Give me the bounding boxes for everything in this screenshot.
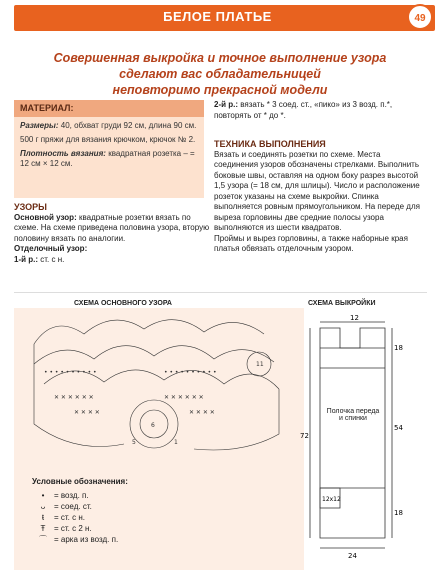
svg-text:• • • • • • • • • •: • • • • • • • • • •	[164, 369, 217, 376]
material-box	[14, 100, 204, 198]
material-heading: МАТЕРИАЛ:	[14, 100, 204, 117]
row-2-label: 2-й р.:	[214, 100, 239, 109]
trim-pattern	[14, 244, 210, 255]
patterns-column	[14, 200, 210, 265]
dim-right-top: 18	[394, 344, 403, 352]
page-title: БЕЛОЕ ПЛАТЬЕ	[163, 9, 272, 24]
scheme-number-6: 6	[151, 422, 155, 429]
lead-line-2: сделают вас обладательницей	[119, 67, 321, 81]
technique-p1: Вязать и соединять розетки по схеме. Места соединения узоров обозначены стрелками. Выполнить боковые швы, оставляя на одном боку разрез высотой 1,5 узора (= 18 см, для шлицы). Число и расположение розеток указаны на схеме выкройки. Спинка выполняется ровным прямоугольником. На переде для выреза горловины две средние полосы узора выполняются из шести квадратов.	[214, 149, 420, 232]
row-1	[14, 255, 210, 266]
legend-text: = ст. с 2 н.	[54, 524, 92, 533]
diagram-title: СХЕМА ВЫКРОЙКИ	[308, 300, 376, 307]
scheme-number-5: 5	[132, 439, 136, 446]
material-sizes	[14, 117, 204, 131]
slip-stitch-icon: ᴗ	[40, 502, 46, 511]
main-pattern	[14, 213, 210, 245]
legend-item	[32, 534, 182, 545]
row-1-text: ст. с н.	[40, 254, 65, 264]
technique-heading: ТЕХНИКА ВЫПОЛНЕНИЯ	[214, 139, 326, 149]
lead-text	[40, 50, 400, 98]
center-label: Полочка переда и спинки	[326, 408, 380, 422]
svg-text:✕ ✕ ✕ ✕: ✕ ✕ ✕ ✕	[189, 409, 215, 416]
svg-text:✕ ✕ ✕ ✕: ✕ ✕ ✕ ✕	[74, 409, 100, 416]
density-text: квадратная розетка – = 12 см × 12 см.	[20, 149, 195, 168]
svg-text:• • • • • • • • • •: • • • • • • • • • •	[44, 369, 97, 376]
dim-bottom: 24	[348, 552, 357, 560]
material-density	[14, 145, 204, 169]
chain-arch-icon: ⌒	[39, 535, 47, 544]
scheme-number-1: 1	[174, 439, 178, 446]
dim-square: 12x12	[322, 496, 341, 503]
page-header	[0, 0, 435, 38]
chain-stitch-icon: •	[41, 491, 45, 500]
svg-text:✕ ✕ ✕ ✕ ✕ ✕: ✕ ✕ ✕ ✕ ✕ ✕	[54, 394, 94, 401]
row-1-label: 1-й р.:	[14, 254, 39, 264]
sizes-label: Размеры:	[20, 121, 59, 130]
treble-crochet-icon: Ŧ	[40, 524, 46, 533]
row-2-text: вязать * 3 соед. ст., «пико» из 3 возд. п.*, повторять от * до *.	[214, 100, 393, 120]
scheme-title: СХЕМА ОСНОВНОГО УЗОРА	[74, 300, 172, 307]
scheme-number-11: 11	[256, 361, 264, 368]
page-number: 49	[407, 4, 433, 30]
dim-left: 72	[300, 432, 309, 440]
patterns-heading: УЗОРЫ	[14, 202, 47, 212]
legend-item	[32, 501, 182, 512]
main-pattern-text: квадратные розетки вязать по схеме. На схеме приведена половина узора, вторую половину вязать по аналогии.	[14, 212, 210, 243]
legend-text: = соед. ст.	[54, 502, 92, 511]
legend-text: = арка из возд. п.	[54, 535, 119, 544]
technique-p2: Проймы и вырез горловины, а также наборные края платья обвязать отделочным узором.	[214, 233, 408, 253]
lead-line-3: неповторимо прекрасной модели	[112, 83, 328, 97]
legend	[32, 476, 182, 545]
double-crochet-icon: ŧ	[41, 513, 45, 522]
lead-line-1: Совершенная выкройка и точное выполнение узора	[53, 51, 387, 65]
legend-text: = возд. п.	[54, 491, 89, 500]
legend-item	[32, 512, 182, 523]
pattern-scheme	[14, 298, 304, 568]
dim-right-bottom: 18	[394, 509, 403, 517]
svg-text:✕ ✕ ✕ ✕ ✕ ✕: ✕ ✕ ✕ ✕ ✕ ✕	[164, 394, 204, 401]
dim-top: 12	[350, 314, 359, 322]
legend-text: = ст. с н.	[54, 513, 85, 522]
sizes-text: 40, обхват груди 92 см, длина 90 см.	[60, 121, 197, 130]
legend-item	[32, 523, 182, 534]
row-2	[214, 100, 422, 121]
technique-column	[214, 100, 422, 255]
legend-item	[32, 490, 182, 501]
trim-pattern-label: Отделочный узор:	[14, 244, 88, 253]
dim-right-mid: 54	[394, 424, 403, 432]
main-pattern-label: Основной узор:	[14, 212, 77, 222]
pattern-diagram	[300, 298, 420, 568]
legend-heading: Условные обозначения:	[32, 477, 128, 486]
garment-outline	[300, 308, 420, 568]
section-divider	[14, 292, 427, 293]
crochet-chart	[14, 304, 304, 474]
density-label: Плотность вязания:	[20, 149, 106, 158]
material-yarn: 500 г пряжи для вязания крючком, крючок № 2.	[20, 135, 196, 144]
